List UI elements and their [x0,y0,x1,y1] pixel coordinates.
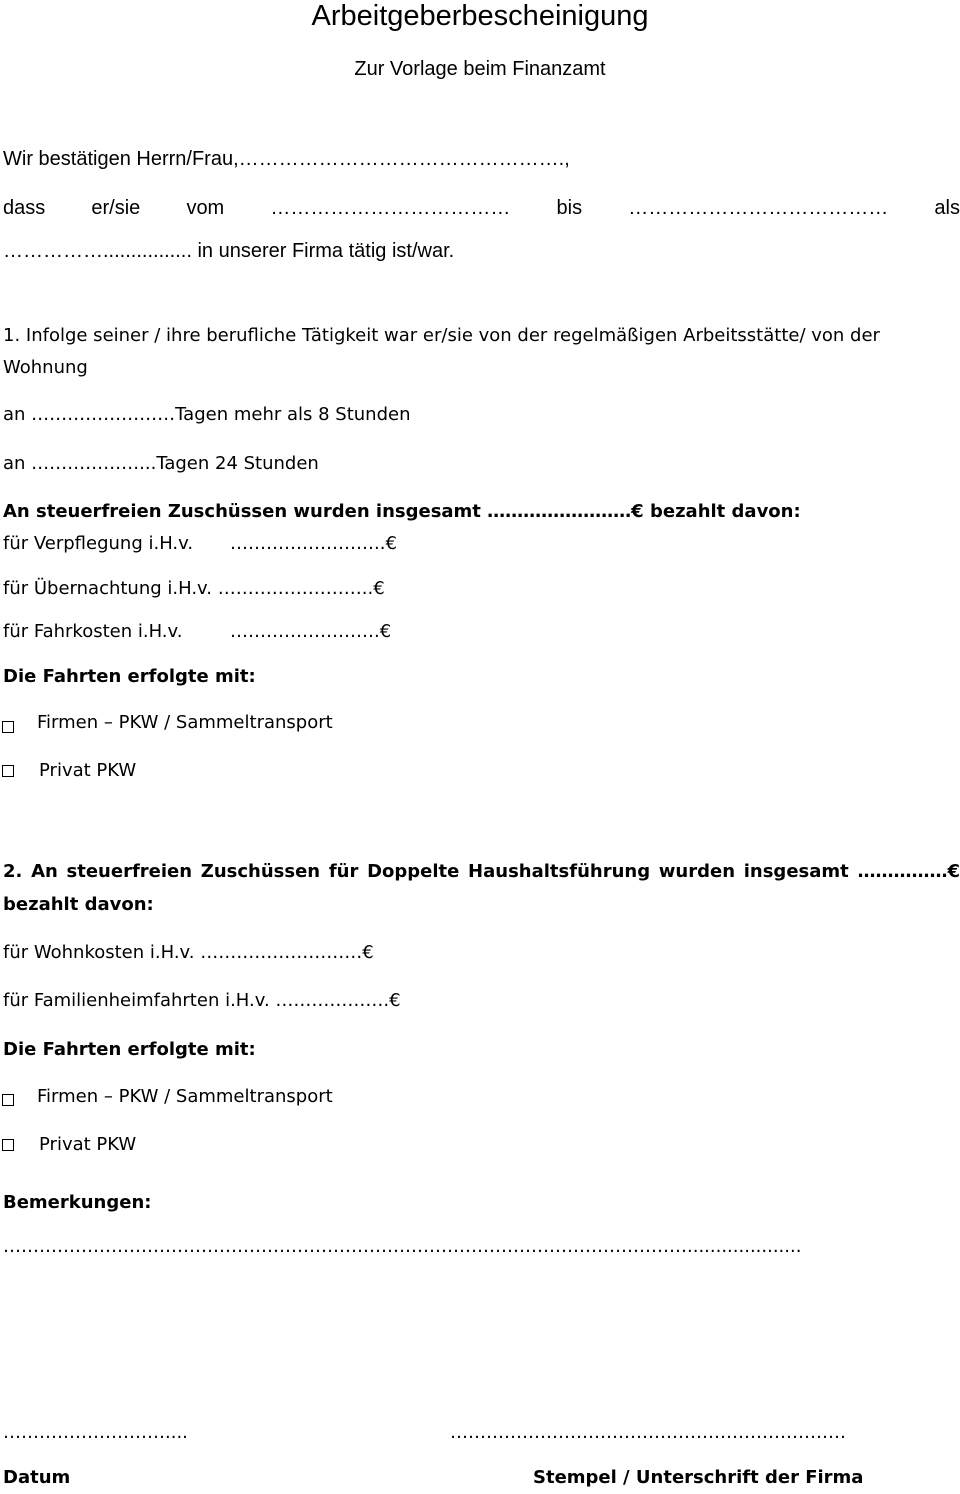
intro-word: ……………………………… [270,197,511,219]
section1-meals-label: für Verpflegung i.H.v. [3,533,194,554]
checkbox-company-car-2[interactable] [2,1094,14,1106]
section1-meals-value: ……………………..€ [230,533,397,554]
section1-subsidy-total: An steuerfreien Zuschüssen wurden insgesamt ……………………€ bezahlt davon: [3,501,801,522]
signature-label: Stempel / Unterschrift der Firma [533,1467,864,1488]
remarks-line[interactable]: …………………………………………………………………………………………………….................... [3,1236,802,1257]
section2-word: für [328,861,359,882]
intro-word: ………………………………… [628,197,889,219]
option-company-car-1: Firmen – PKW / Sammeltransport [37,712,333,733]
section2-home-trips: für Familienheimfahrten i.H.v. ……………….€ [3,990,401,1011]
intro-line-3: ……………................ in unserer Firma tätig ist/war. [3,240,455,262]
document-title: Arbeitgeberbescheinigung [311,0,649,32]
checkbox-private-car-1[interactable] [2,765,14,777]
remarks-heading: Bemerkungen: [3,1192,152,1213]
section2-word: steuerfreien [66,861,193,882]
signature-dotted-line[interactable]: ………………………………………………………… [450,1422,846,1443]
document-subtitle: Zur Vorlage beim Finanzamt [354,58,606,80]
checkbox-company-car-1[interactable] [2,721,14,733]
section2-trips-heading: Die Fahrten erfolgte mit: [3,1039,256,1060]
section1-lodging: für Übernachtung i.H.v. ……………………..€ [3,578,385,599]
section2-housing: für Wohnkosten i.H.v. ………………………€ [3,942,374,963]
section2-subsidy-line [3,861,960,882]
section2-word: Haushaltsführung [468,861,651,882]
section2-word: wurden [658,861,736,882]
checkbox-private-car-2[interactable] [2,1139,14,1151]
section2-word: ……………€ [857,861,960,882]
intro-word: er/sie [91,197,141,219]
option-company-car-2: Firmen – PKW / Sammeltransport [37,1086,333,1107]
section2-word: insgesamt [743,861,849,882]
section1-travel-label: für Fahrkosten i.H.v. [3,621,183,642]
intro-word: als [934,197,960,219]
section1-days-24h: an ………………...Tagen 24 Stunden [3,453,319,474]
intro-word: bis [556,197,583,219]
section1-trips-heading: Die Fahrten erfolgte mit: [3,666,256,687]
option-private-car-2: Privat PKW [39,1134,137,1155]
section2-word: Zuschüssen [200,861,321,882]
date-label: Datum [3,1467,71,1488]
intro-line-2 [3,197,960,220]
section1-paragraph-line-1: 1. Infolge seiner / ihre berufliche Tätigkeit war er/sie von der regelmäßigen Arbeitsstätte/ von der [3,325,880,346]
section2-paid-label: bezahlt davon: [3,894,154,915]
section1-days-over-8h: an ……………………Tagen mehr als 8 Stunden [3,404,411,425]
section2-word: 2. [3,861,23,882]
intro-word: vom [186,197,225,219]
intro-word: dass [3,197,46,219]
date-dotted-line[interactable]: ……………………….... [3,1422,188,1443]
section2-word: An [31,861,58,882]
option-private-car-1: Privat PKW [39,760,137,781]
section1-travel-value: …………………….€ [230,621,392,642]
intro-line-1: Wir bestätigen Herrn/Frau,…………………………………………., [3,148,570,170]
section2-word: Doppelte [367,861,460,882]
section1-paragraph-line-2: Wohnung [3,357,88,378]
